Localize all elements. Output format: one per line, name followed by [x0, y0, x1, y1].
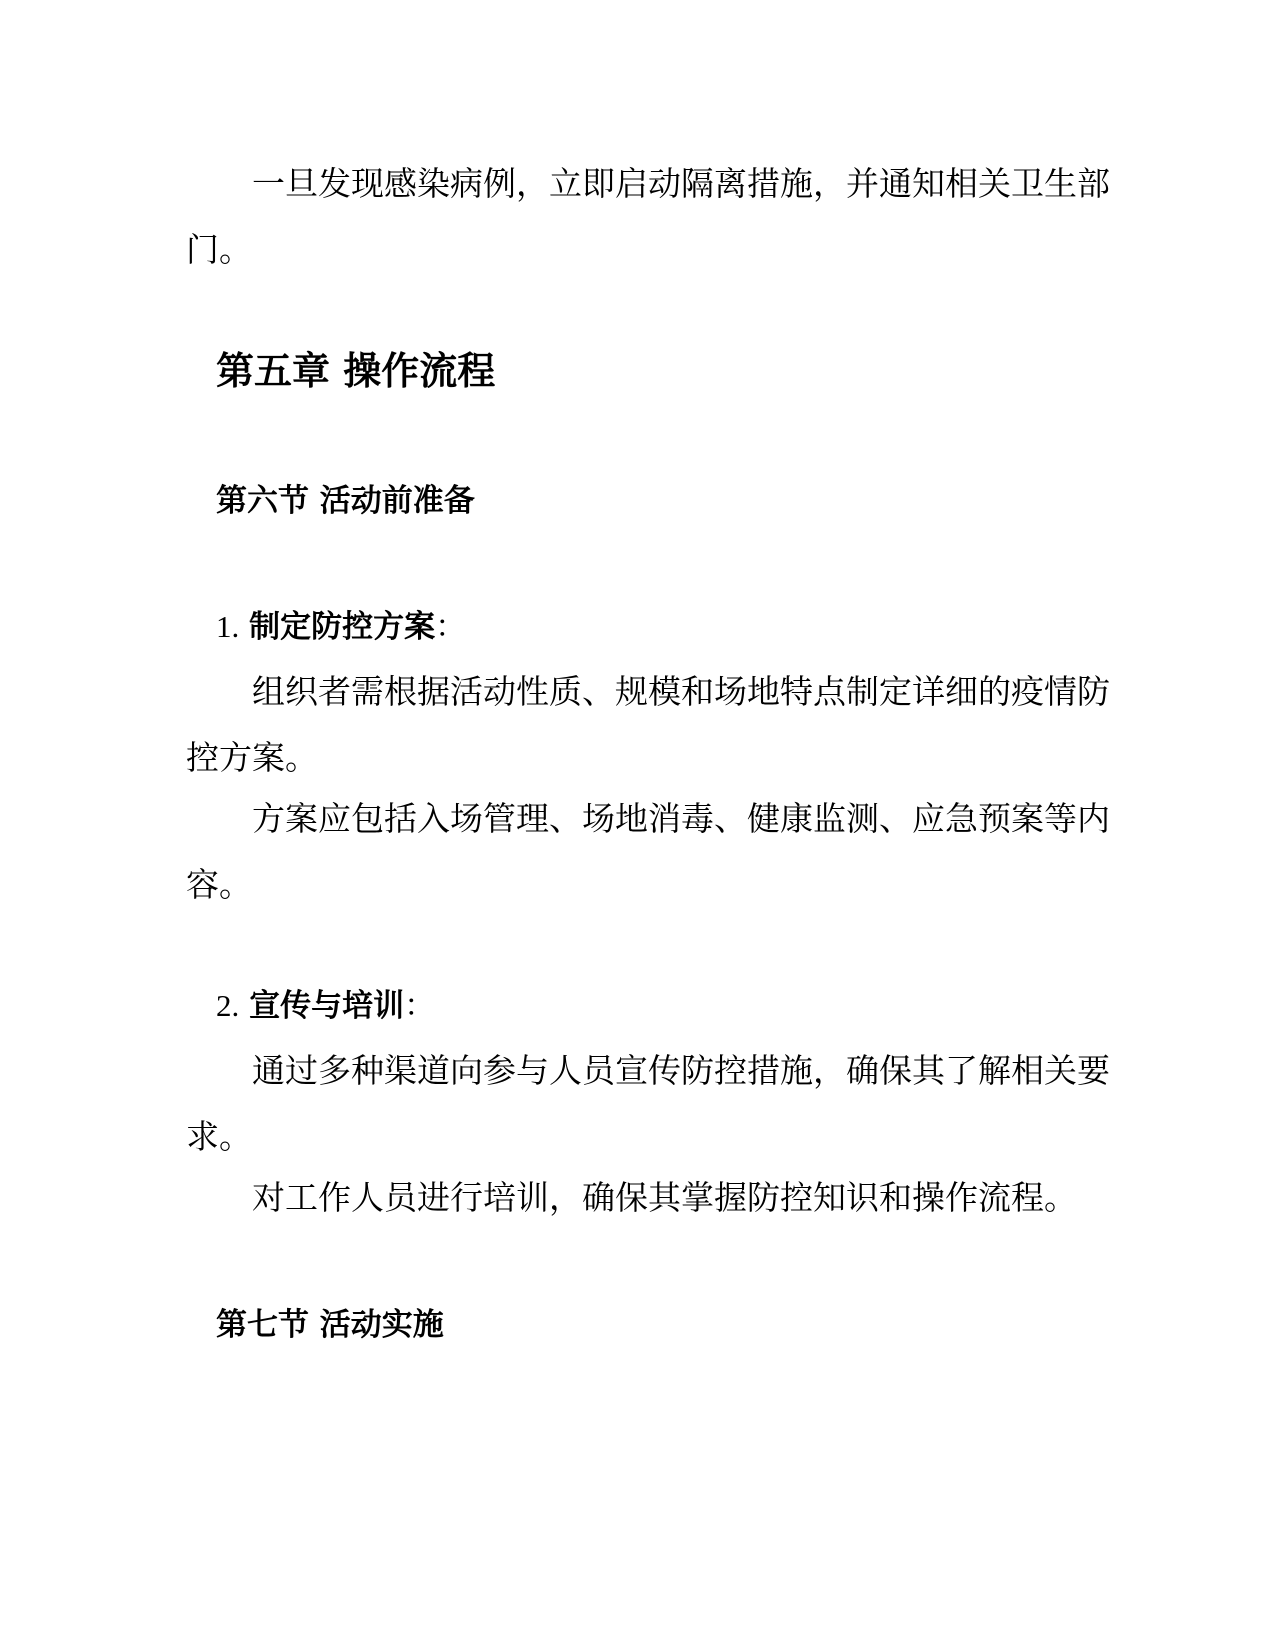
item-2-label: 宣传与培训 [249, 988, 405, 1024]
item-1-paragraph-2: 方案应包括入场管理、场地消毒、健康监测、应急预案等内容。 [186, 799, 1110, 904]
item-1-paragraph-1: 组织者需根据活动性质、规模和场地特点制定详细的疫情防控方案。 [186, 672, 1110, 777]
item-1-number: 1. [216, 609, 240, 644]
section-7-title: 第七节 活动实施 [216, 1307, 444, 1343]
item-2-paragraph-1: 通过多种渠道向参与人员宣传防控措施，确保其了解相关要求。 [186, 1051, 1110, 1156]
item-2-heading [216, 984, 435, 1028]
item-1-colon: ： [435, 609, 467, 645]
item-2-number: 2. [216, 988, 240, 1023]
intro-paragraph: 一旦发现感染病例，立即启动隔离措施，并通知相关卫生部门。 [186, 164, 1110, 269]
section-6-title: 第六节 活动前准备 [216, 483, 475, 519]
item-1-label: 制定防控方案 [249, 609, 436, 645]
chapter-title: 第五章 操作流程 [216, 349, 496, 393]
item-1-heading [216, 605, 466, 649]
item-2-colon: ： [404, 988, 436, 1024]
item-2-paragraph-2: 对工作人员进行培训，确保其掌握防控知识和操作流程。 [252, 1178, 1077, 1217]
